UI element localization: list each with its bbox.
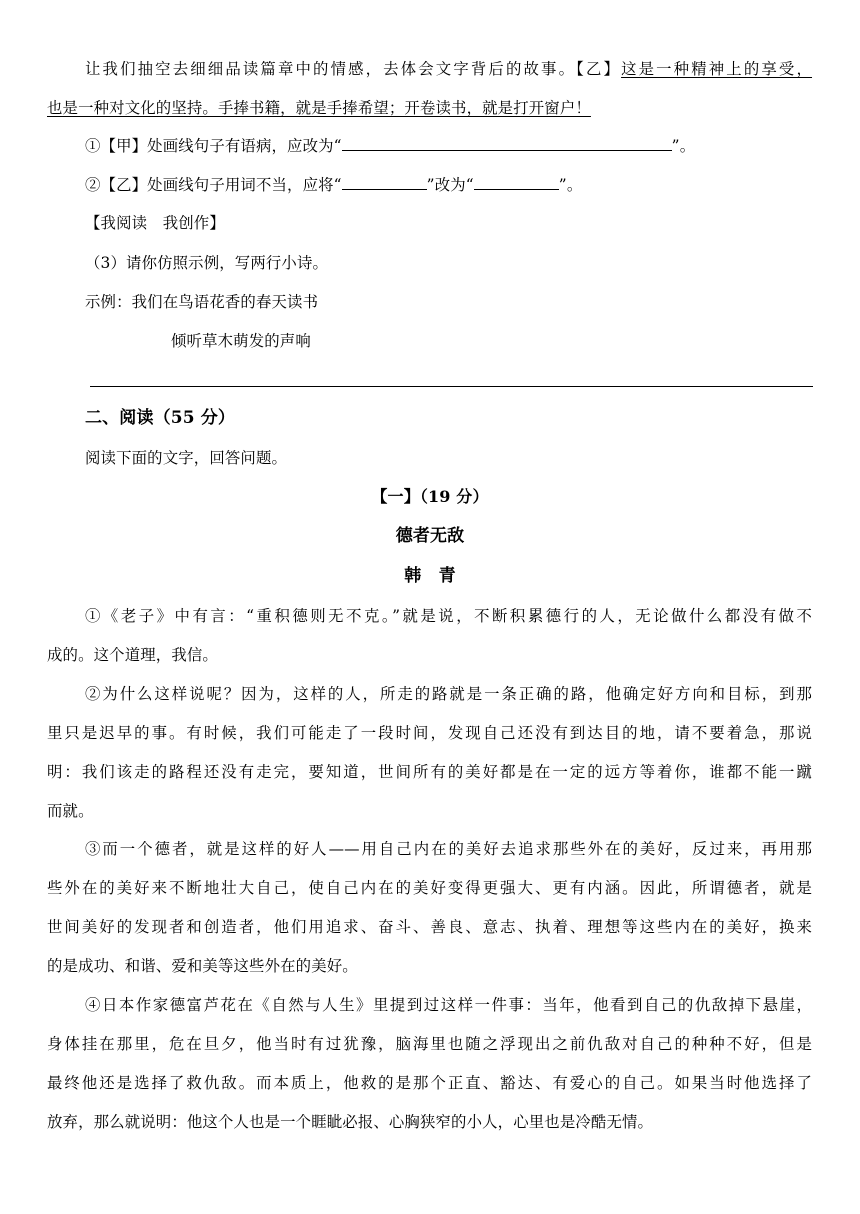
article-title: 德者无敌 bbox=[395, 526, 465, 546]
paragraph-1-line: 成的。这个道理，我信。 bbox=[47, 646, 218, 664]
question-2-suffix: ”。 bbox=[558, 176, 583, 194]
paragraph-3-line: 世间美好的发现者和创造者，他们用追求、奋斗、善良、意志、执着、理想等这些内在的美好，换来 bbox=[47, 918, 812, 936]
part-2-heading: 二、阅读（55 分） bbox=[85, 408, 236, 428]
paragraph-2-line: 而就。 bbox=[47, 802, 94, 820]
paragraph-2-line: 明：我们该走的路程还没有走完，要知道，世间所有的美好都是在一定的远方等着你，谁都不能一蹴 bbox=[47, 763, 812, 781]
answer-blank-2a[interactable] bbox=[342, 175, 427, 190]
example-line-2: 倾听草木萌发的声响 bbox=[171, 332, 311, 350]
reading-instruction: 阅读下面的文字，回答问题。 bbox=[85, 449, 288, 467]
paragraph-3-line: ③而一个德者，就是这样的好人——用自己内在的美好去追求那些外在的美好，反过来，再用那 bbox=[85, 840, 812, 858]
question-2-prefix: ②【乙】处画线句子用词不当，应将“ bbox=[85, 176, 342, 194]
paragraph-2-line: 里只是迟早的事。有时候，我们可能走了一段时间，发现自己还没有到达目的地，请不要着急，那说 bbox=[47, 724, 812, 742]
paragraph-4-line: ④日本作家德富芦花在《自然与人生》里提到过这样一件事：当年，他看到自己的仇敌掉下悬崖， bbox=[85, 996, 812, 1014]
question-3-prompt: （3）请你仿照示例，写两行小诗。 bbox=[85, 254, 329, 272]
article-author: 韩 青 bbox=[404, 566, 456, 586]
example-line-1: 示例：我们在鸟语花香的春天读书 bbox=[85, 293, 319, 311]
answer-blank-1[interactable] bbox=[342, 136, 672, 151]
question-1-prefix: ①【甲】处画线句子有语病，应改为“ bbox=[85, 137, 342, 155]
answer-blank-2b[interactable] bbox=[474, 175, 559, 190]
intro-line-1 bbox=[85, 58, 812, 80]
paragraph-4-line: 最终他还是选择了救仇敌。而本质上，他救的是那个正直、豁达、有爱心的自己。如果当时他选择了 bbox=[47, 1074, 812, 1092]
subsection-heading: 【一】（19 分） bbox=[371, 487, 489, 506]
intro-line-2 bbox=[47, 97, 591, 119]
paragraph-3-line: 些外在的美好来不断地壮大自己，使自己内在的美好变得更强大、更有内涵。因此，所谓德者，就是 bbox=[47, 879, 812, 897]
question-2-middle: ”改为“ bbox=[426, 176, 474, 194]
paragraph-3-line: 的是成功、和谐、爱和美等这些外在的美好。 bbox=[47, 957, 358, 975]
paragraph-4-line: 身体挂在那里，危在旦夕，他当时有过犹豫，脑海里也随之浮现出之前仇敌对自己的种种不好，但是 bbox=[47, 1035, 812, 1053]
section-read-create: 【我阅读 我创作】 bbox=[85, 214, 225, 232]
question-1-suffix: ”。 bbox=[671, 137, 696, 155]
intro-line-1-plain: 让我们抽空去细细品读篇章中的情感，去体会文字背后的故事。【乙】 bbox=[85, 60, 622, 78]
intro-underlined-sentence-b-part2: 也是一种对文化的坚持。手捧书籍，就是手捧希望；开卷读书，就是打开窗户！ bbox=[47, 99, 591, 117]
paragraph-2-line: ②为什么这样说呢？因为，这样的人，所走的路就是一条正确的路，他确定好方向和目标，到那 bbox=[85, 685, 812, 703]
paragraph-1-line: ①《老子》中有言：“重积德则无不克。”就是说，不断积累德行的人，无论做什么都没有做不 bbox=[85, 607, 812, 625]
paragraph-4-line: 放弃，那么就说明：他这个人也是一个睚眦必报、心胸狭窄的小人，心里也是冷酷无情。 bbox=[47, 1113, 654, 1131]
section-divider bbox=[90, 386, 813, 387]
question-2 bbox=[85, 174, 582, 196]
intro-underlined-sentence-b-part1: 这是一种精神上的享受， bbox=[621, 60, 813, 78]
question-1 bbox=[85, 135, 695, 157]
